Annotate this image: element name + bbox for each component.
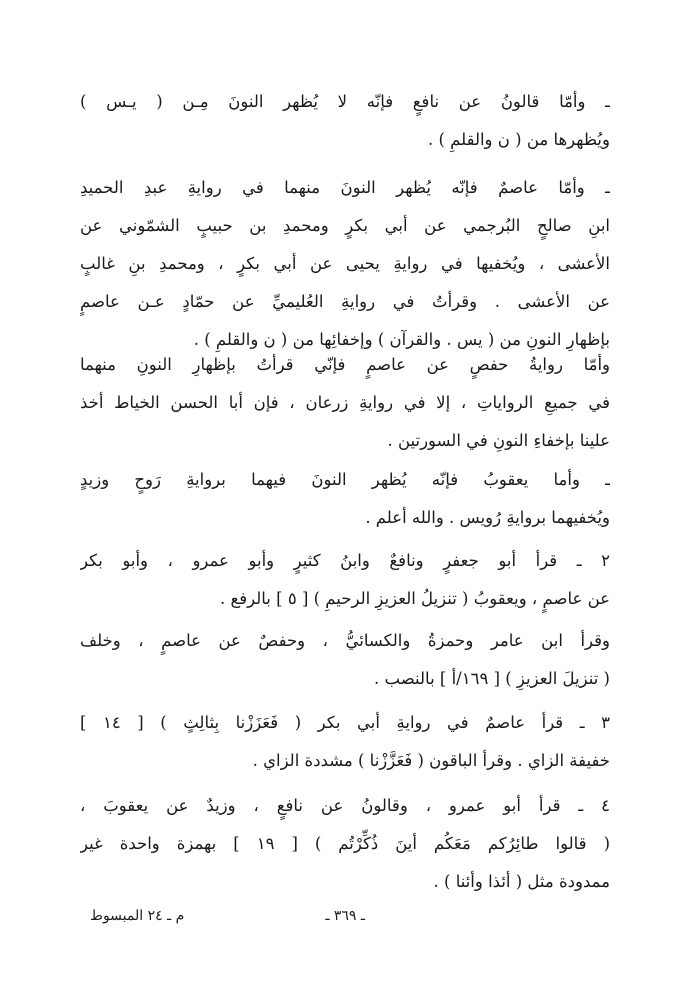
text-line: ٢ ـ قرأ أبو جعفرٍ ونافعٌ وابنُ كثيرٍ وأبو عمرو ، وأبو بكر	[80, 551, 610, 570]
text-line: ( قالوا طائِرُكم مَعَكُم أينَ ذُكِّرْتُم ) [ ١٩ ] بهمزة واحدة غير	[80, 834, 610, 853]
text-line: ممدودة مثل ( أئذا وأئنا ) .	[433, 872, 610, 891]
text-line: ٣ ـ قرأ عاصمٌ في روايةِ أبي بكر ( فَعَزَزْنا بِثالِثٍ ) [ ١٤ ]	[80, 713, 610, 732]
text-line: ويُظهرها من ( ن والقلمِ ) .	[427, 130, 610, 149]
paragraph-hafs	[80, 346, 610, 460]
paragraph-asim-riwayat	[80, 169, 610, 359]
text-line: في جميعِ الرواياتِ ، إلا في روايةِ زرعان ، فإن أبا الحسن الخياط أخذ	[80, 393, 610, 412]
text-line: علينا بإخفاءِ النونِ في السورتين .	[387, 431, 610, 450]
text-line: ويُخفيهما بروايةِ رُويس . والله أعلم .	[365, 508, 610, 527]
printer-signature: م ـ ٢٤ المبسوط	[90, 908, 185, 924]
text-line: عن الأعشى . وقرأتُ في روايةِ العُليميِّ عن حمّادٍ عـن عاصمٍ	[80, 292, 610, 311]
paragraph-yaqub	[80, 461, 610, 537]
text-line: بإظهارِ النونِ من ( يس . والقرآن ) وإخفائِها من ( ن والقلمِ ) .	[193, 330, 610, 349]
text-line: وقرأ ابن عامر وحمزةُ والكسائيُّ ، وحفصٌ عن عاصمٍ ، وخلف	[80, 631, 610, 650]
paragraph-item-2-nasb	[80, 622, 610, 698]
text-line: عن عاصمٍ ، ويعقوبُ ( تنزيلُ العزيزِ الرحيمِ ) [ ٥ ] بالرفع .	[219, 589, 610, 608]
paragraph-item-2	[80, 542, 610, 618]
text-line: خفيفة الزاي . وقرأ الباقون ( فَعَزَّزْنا ) مشددة الزاي .	[252, 751, 610, 770]
text-line: ( تنزيلَ العزيزِ ) [ ١٦٩/أ ] بالنصب .	[374, 669, 610, 688]
text-line: ٤ ـ قرأ أبو عمرو ، وقالونُ عن نافعٍ ، وزيدٌ عن يعقوبَ ،	[80, 796, 610, 815]
text-line: ـ وأما يعقوبُ فإنّه يُظهر النونَ فيهما بروايةِ رَوحٍ وزيدٍ	[80, 470, 610, 489]
text-line: ـ وأمّا قالونُ عن نافعٍ فإنّه لا يُظهر النونَ مِـن ( يـس )	[80, 92, 610, 111]
text-line: ـ وأمّا عاصمٌ فإنّه يُظهر النونَ منهما في روايةِ عبدِ الحميدِ	[80, 178, 610, 197]
paragraph-item-4	[80, 787, 610, 901]
text-line: ابنِ صالحٍ البُرجمي عن أبي بكرٍ ومحمدِ بن حبيبٍ الشمّوني عن	[80, 216, 610, 235]
text-line: وأمّا روايةُ حفصٍ عن عاصمٍ فإنّي قرأتُ بإظهارِ النونِ منهما	[80, 355, 610, 374]
paragraph-qalun-ya-sin	[80, 83, 610, 159]
text-line: الأعشى ، ويُخفيها في روايةِ يحيى عن أبي بكرٍ ، ومحمدِ بنِ غالبٍ	[80, 254, 610, 273]
paragraph-item-3	[80, 704, 610, 780]
page-number: ـ ٣٦٩ ـ	[325, 908, 365, 924]
page-footer	[60, 908, 620, 938]
